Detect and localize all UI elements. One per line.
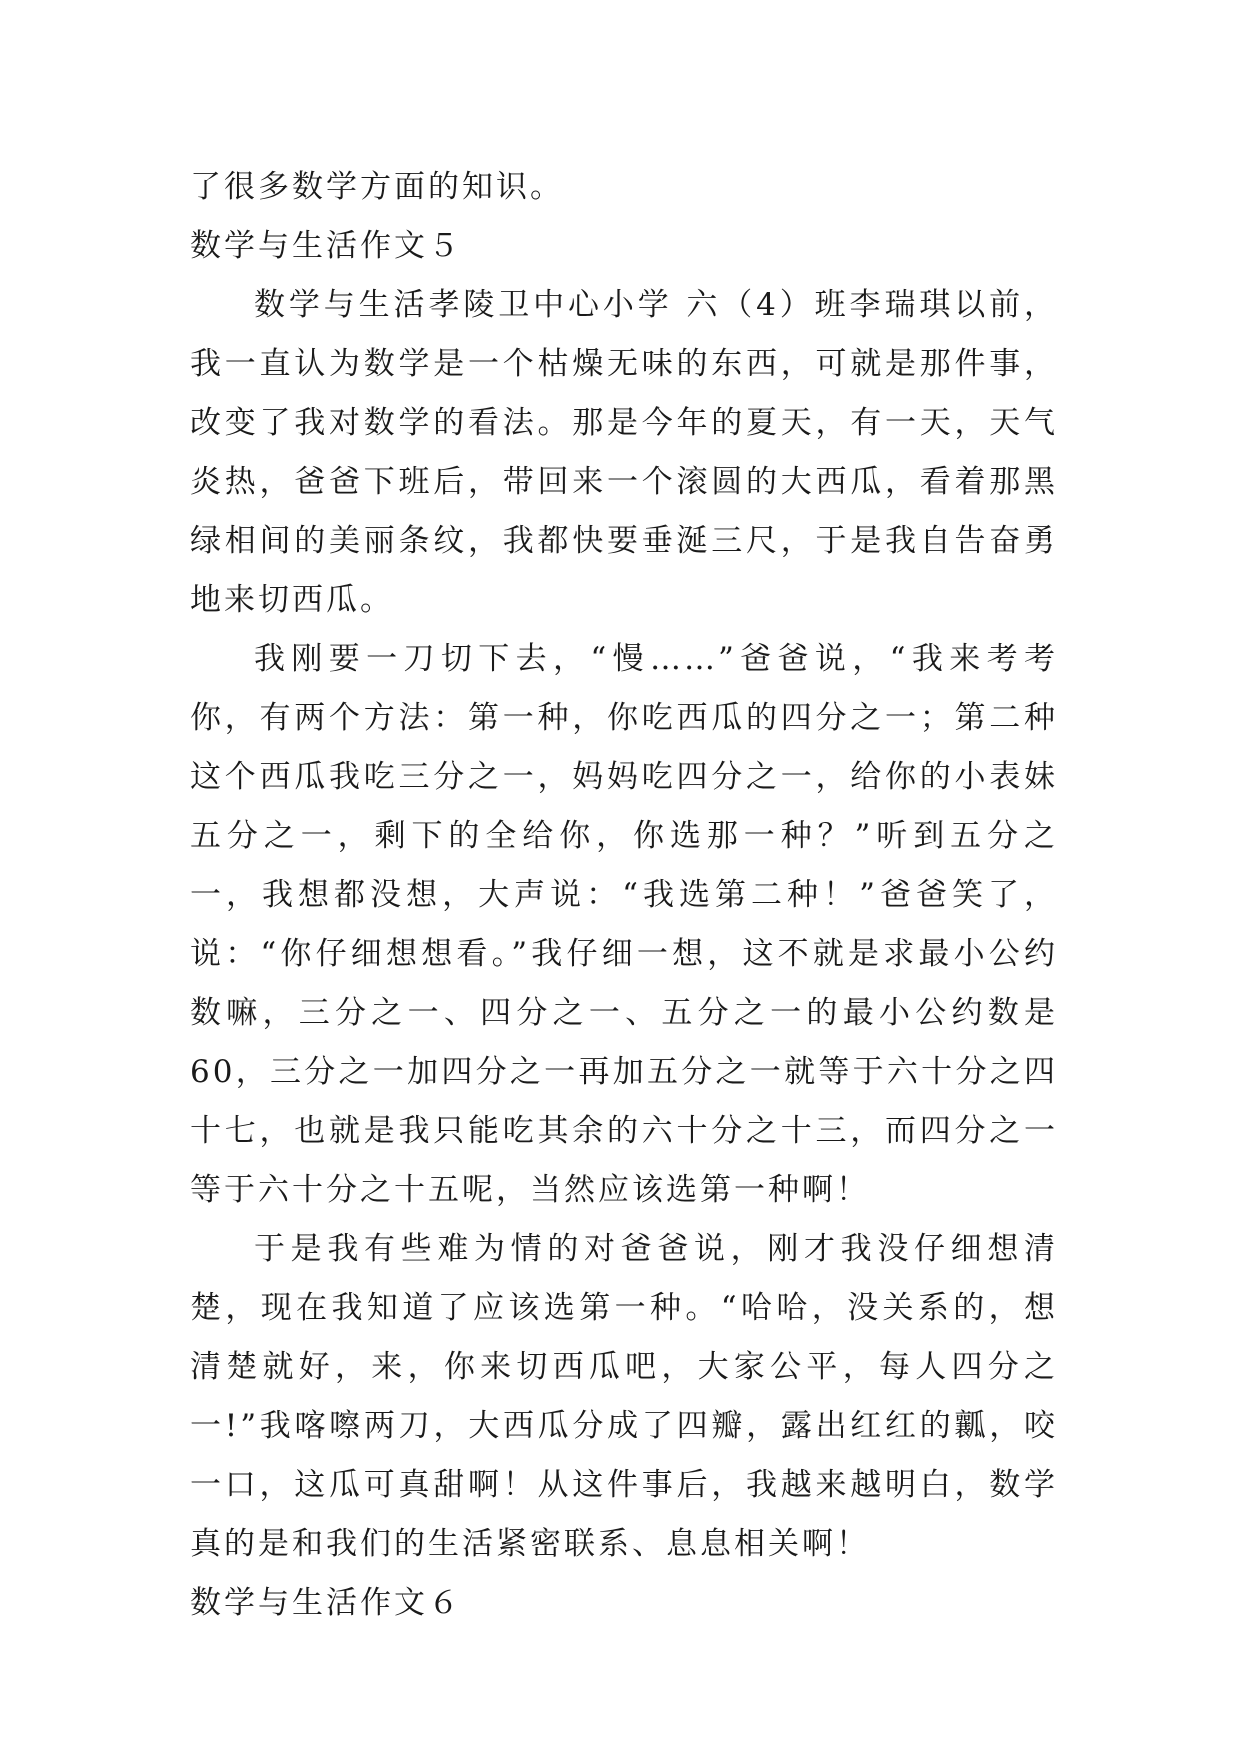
section-heading-essay-6: 数学与生活作文６ bbox=[190, 1585, 462, 1621]
section-heading-essay-5: 数学与生活作文５ bbox=[190, 228, 462, 264]
document-body bbox=[190, 158, 1058, 1633]
paragraph-continuation: 了很多数学方面的知识。 bbox=[190, 169, 564, 205]
paragraph-intro: 数学与生活孝陵卫中心小学 六（4）班李瑞琪以前，我一直认为数学是一个枯燥无味的东西，可就是那件事，改变了我对数学的看法。那是今年的夏天，有一天，天气炎热，爸爸下班后，带回来一个滚圆的大西瓜，看着那黑绿相间的美丽条纹，我都快要垂涎三尺，于是我自告奋勇地来切西瓜。 bbox=[190, 287, 1058, 618]
paragraph-watermelon-question: 我刚要一刀切下去，“慢……”爸爸说，“我来考考你，有两个方法：第一种，你吃西瓜的四分之一；第二种这个西瓜我吃三分之一，妈妈吃四分之一，给你的小表妹五分之一，剩下的全给你，你选那一种？”听到五分之一，我想都没想，大声说：“我选第二种！”爸爸笑了，说：“你仔细想想看。”我仔细一想，这不就是求最小公约数嘛，三分之一、四分之一、五分之一的最小公约数是60，三分之一加四分之一再加五分之一就等于六十分之四十七，也就是我只能吃其余的六十分之十三，而四分之一等于六十分之十五呢，当然应该选第一种啊！ bbox=[190, 641, 1058, 1208]
paragraph-conclusion: 于是我有些难为情的对爸爸说，刚才我没仔细想清楚，现在我知道了应该选第一种。“哈哈，没关系的，想清楚就好，来，你来切西瓜吧，大家公平，每人四分之一!”我喀嚓两刀，大西瓜分成了四瓣，露出红红的瓤，咬一口，这瓜可真甜啊！从这件事后，我越来越明白，数学真的是和我们的生活紧密联系、息息相关啊！ bbox=[190, 1231, 1058, 1562]
